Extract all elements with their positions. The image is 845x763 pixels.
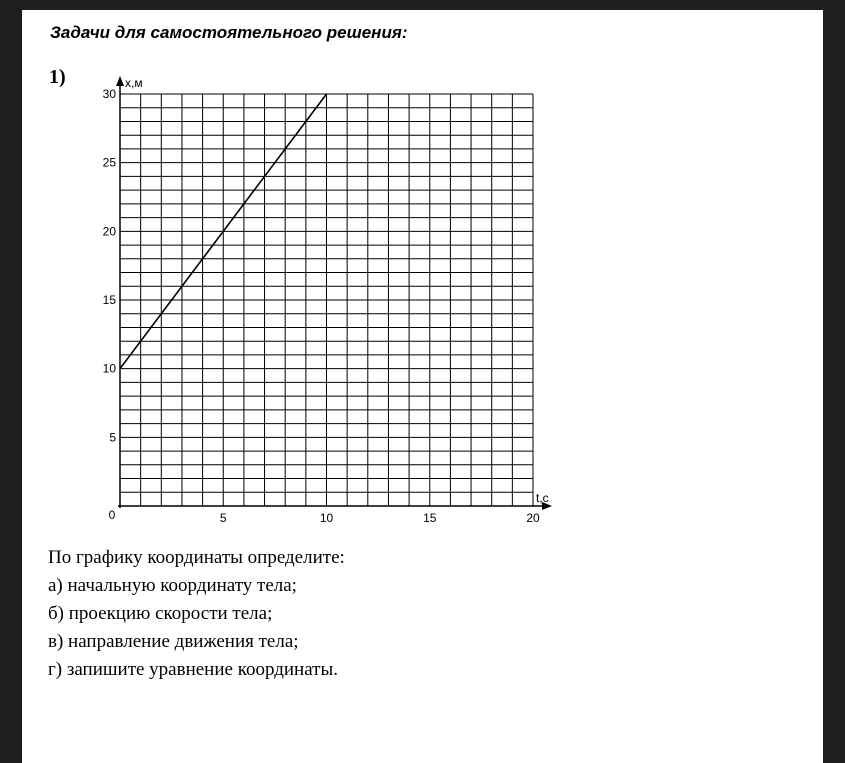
- y-axis-label: x,м: [125, 76, 143, 90]
- y-tick-label: 25: [102, 155, 116, 170]
- y-tick-label: 30: [102, 87, 116, 101]
- question-list: [48, 544, 345, 684]
- section-heading: Задачи для самостоятельного решения:: [50, 23, 408, 42]
- origin-label: 0: [108, 508, 116, 522]
- x-axis-label: t,c: [536, 491, 549, 505]
- question-b: б) проекцию скорости тела;: [48, 603, 273, 624]
- y-tick-label: 5: [109, 430, 116, 445]
- x-tick-label: 5: [219, 511, 227, 525]
- x-tick-label: 10: [319, 511, 334, 525]
- x-tick-label: 15: [423, 511, 437, 525]
- y-axis-arrow: [116, 76, 124, 86]
- question-a: а) начальную координату тела;: [48, 575, 297, 596]
- document-page: [22, 10, 823, 763]
- question-d: г) запишите уравнение координаты.: [48, 659, 338, 680]
- question-intro: По графику координаты определите:: [48, 547, 345, 568]
- problem-number: 1): [49, 66, 66, 88]
- x-tick-label: 20: [526, 511, 540, 525]
- y-tick-label: 10: [102, 361, 116, 376]
- y-tick-label: 20: [102, 224, 116, 239]
- y-tick-label: 15: [102, 293, 116, 307]
- question-c: в) направление движения тела;: [48, 631, 299, 652]
